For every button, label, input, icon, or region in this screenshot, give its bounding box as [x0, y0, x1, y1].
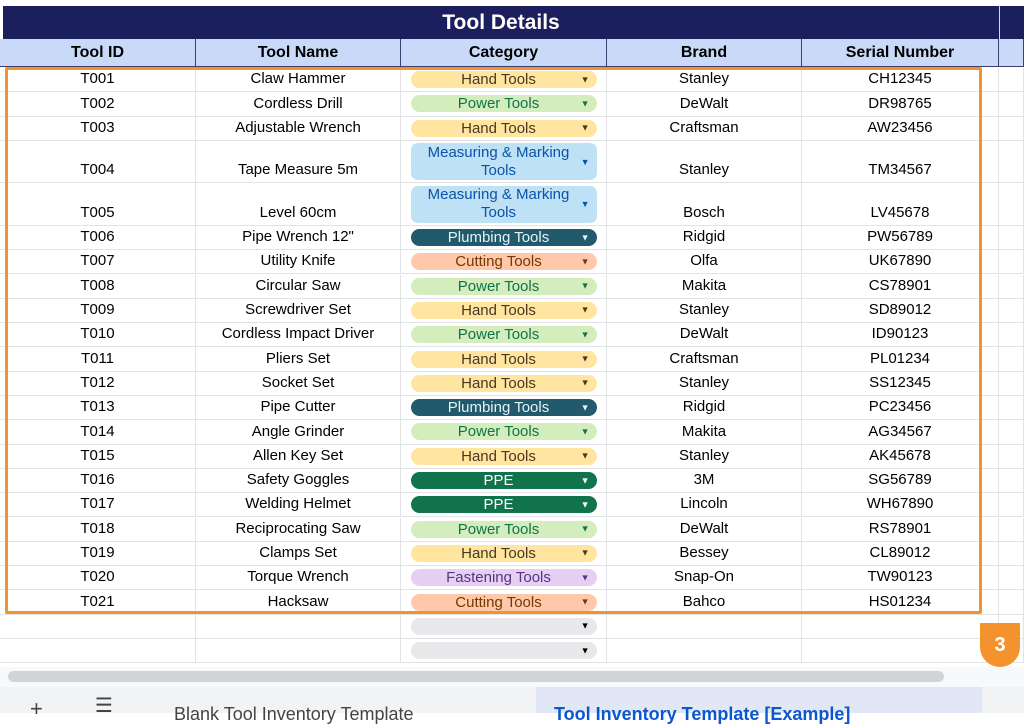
- chevron-down-icon[interactable]: ▼: [580, 377, 590, 388]
- serial-number-cell[interactable]: [802, 639, 999, 663]
- category-label: Power Tools: [457, 95, 540, 113]
- extra-column-cell[interactable]: [999, 275, 1024, 299]
- header-tool-name: Tool Name: [196, 39, 401, 67]
- chevron-down-icon[interactable]: ▼: [580, 499, 590, 510]
- serial-number-cell[interactable]: UK67890: [802, 250, 999, 274]
- plus-icon[interactable]: +: [30, 696, 43, 721]
- tool-id-cell[interactable]: [0, 615, 196, 639]
- extra-column-cell[interactable]: [999, 396, 1024, 420]
- serial-number-cell[interactable]: CH12345: [802, 68, 999, 92]
- brand-cell[interactable]: Ridgid: [607, 396, 802, 420]
- tool-id-cell[interactable]: T011: [0, 347, 196, 371]
- category-label: Plumbing Tools: [447, 399, 550, 417]
- tool-id-cell[interactable]: T005: [0, 183, 196, 226]
- tool-name-cell[interactable]: Claw Hammer: [196, 68, 401, 92]
- tool-name-cell[interactable]: Welding Helmet: [196, 493, 401, 517]
- extra-column-cell[interactable]: [999, 299, 1024, 323]
- extra-column-cell[interactable]: [999, 323, 1024, 347]
- tool-id-cell[interactable]: T016: [0, 469, 196, 493]
- tool-id-cell[interactable]: T020: [0, 566, 196, 590]
- chevron-down-icon[interactable]: ▼: [580, 156, 590, 167]
- category-label: Measuring & Marking Tools: [427, 143, 570, 179]
- extra-column-cell[interactable]: [999, 590, 1024, 614]
- tool-id-cell[interactable]: T007: [0, 250, 196, 274]
- brand-cell[interactable]: Stanley: [607, 372, 802, 396]
- tool-name-cell[interactable]: Pipe Wrench 12": [196, 226, 401, 250]
- serial-number-cell[interactable]: TM34567: [802, 141, 999, 184]
- tool-id-cell[interactable]: T006: [0, 226, 196, 250]
- tool-name-cell[interactable]: Torque Wrench: [196, 566, 401, 590]
- brand-cell[interactable]: Lincoln: [607, 493, 802, 517]
- column-header-row: [0, 39, 1024, 67]
- horizontal-scrollbar-thumb[interactable]: [8, 671, 944, 682]
- tool-name-cell[interactable]: Clamps Set: [196, 542, 401, 566]
- callout-badge: 3: [980, 623, 1020, 667]
- extra-column-cell[interactable]: [999, 420, 1024, 444]
- tool-name-cell[interactable]: Circular Saw: [196, 275, 401, 299]
- brand-cell[interactable]: Craftsman: [607, 117, 802, 141]
- header-serial-number: Serial Number: [802, 39, 999, 67]
- tool-id-cell[interactable]: T013: [0, 396, 196, 420]
- tool-id-cell[interactable]: [0, 639, 196, 663]
- extra-column-cell[interactable]: [999, 493, 1024, 517]
- serial-number-cell[interactable]: ID90123: [802, 323, 999, 347]
- sheet-tab-bar: [0, 687, 1024, 724]
- category-cell[interactable]: [401, 615, 607, 639]
- category-label: Hand Tools: [461, 544, 536, 562]
- chevron-down-icon[interactable]: ▼: [580, 596, 590, 607]
- chevron-down-icon[interactable]: ▼: [580, 523, 590, 534]
- extra-column-cell[interactable]: [999, 183, 1024, 226]
- category-label: Hand Tools: [461, 301, 536, 319]
- chevron-down-icon[interactable]: ▼: [580, 329, 590, 340]
- selection-highlight: [5, 67, 982, 614]
- category-cell[interactable]: [401, 639, 607, 663]
- chevron-down-icon[interactable]: ▼: [580, 232, 590, 243]
- serial-number-cell[interactable]: AG34567: [802, 420, 999, 444]
- serial-number-cell[interactable]: CL89012: [802, 542, 999, 566]
- category-label: Fastening Tools: [446, 569, 551, 587]
- category-label: Hand Tools: [461, 374, 536, 392]
- tool-id-cell[interactable]: T001: [0, 68, 196, 92]
- tool-name-cell[interactable]: Pipe Cutter: [196, 396, 401, 420]
- tool-id-cell[interactable]: T019: [0, 542, 196, 566]
- sheet-title: Tool Details: [3, 6, 999, 39]
- brand-cell[interactable]: Stanley: [607, 68, 802, 92]
- tool-name-cell[interactable]: Level 60cm: [196, 183, 401, 226]
- extra-column-cell[interactable]: [999, 117, 1024, 141]
- chevron-down-icon[interactable]: ▼: [580, 450, 590, 461]
- brand-cell[interactable]: Stanley: [607, 445, 802, 469]
- tool-id-cell[interactable]: T004: [0, 141, 196, 184]
- serial-number-cell[interactable]: SG56789: [802, 469, 999, 493]
- category-label: PPE: [483, 472, 514, 490]
- category-label: Power Tools: [457, 277, 540, 295]
- category-label: PPE: [483, 496, 514, 514]
- tab-example-template[interactable]: Tool Inventory Template [Example]: [536, 687, 982, 713]
- serial-number-cell[interactable]: LV45678: [802, 183, 999, 226]
- chevron-down-icon[interactable]: ▼: [580, 304, 590, 315]
- brand-cell[interactable]: Olfa: [607, 250, 802, 274]
- category-label: Power Tools: [457, 520, 540, 538]
- category-label: Hand Tools: [461, 350, 536, 368]
- tool-name-cell[interactable]: Angle Grinder: [196, 420, 401, 444]
- chevron-down-icon[interactable]: ▼: [580, 122, 590, 133]
- extra-column-cell[interactable]: [999, 372, 1024, 396]
- tool-name-cell[interactable]: Socket Set: [196, 372, 401, 396]
- extra-column-cell[interactable]: [999, 92, 1024, 116]
- chevron-down-icon[interactable]: ▼: [580, 547, 590, 558]
- tool-id-cell[interactable]: T002: [0, 92, 196, 116]
- tool-id-cell[interactable]: T003: [0, 117, 196, 141]
- brand-cell[interactable]: Ridgid: [607, 226, 802, 250]
- chevron-down-icon[interactable]: ▼: [580, 620, 590, 631]
- brand-cell[interactable]: DeWalt: [607, 92, 802, 116]
- brand-cell[interactable]: Stanley: [607, 141, 802, 184]
- brand-cell[interactable]: Makita: [607, 275, 802, 299]
- extra-column-cell[interactable]: [999, 542, 1024, 566]
- empty-table-row: [0, 615, 1024, 639]
- serial-number-cell[interactable]: [802, 615, 999, 639]
- tool-name-cell[interactable]: [196, 615, 401, 639]
- category-label: Power Tools: [457, 326, 540, 344]
- tool-name-cell[interactable]: Adjustable Wrench: [196, 117, 401, 141]
- serial-number-cell[interactable]: DR98765: [802, 92, 999, 116]
- brand-cell[interactable]: [607, 615, 802, 639]
- brand-cell[interactable]: Bahco: [607, 590, 802, 614]
- brand-cell[interactable]: Stanley: [607, 299, 802, 323]
- extra-column-cell[interactable]: [999, 226, 1024, 250]
- tool-id-cell[interactable]: T014: [0, 420, 196, 444]
- tab-blank-template[interactable]: Blank Tool Inventory Template: [174, 704, 414, 724]
- extra-column-cell[interactable]: [999, 469, 1024, 493]
- header-brand: Brand: [607, 39, 802, 67]
- brand-cell[interactable]: DeWalt: [607, 323, 802, 347]
- chevron-down-icon[interactable]: ▼: [580, 475, 590, 486]
- extra-column-cell[interactable]: [999, 347, 1024, 371]
- tool-name-cell[interactable]: Screwdriver Set: [196, 299, 401, 323]
- category-label: Cutting Tools: [455, 253, 542, 271]
- extra-column-cell[interactable]: [999, 141, 1024, 184]
- chevron-down-icon[interactable]: ▼: [580, 256, 590, 267]
- brand-cell[interactable]: Bosch: [607, 183, 802, 226]
- category-label: Measuring & Marking Tools: [427, 186, 570, 222]
- tool-id-cell[interactable]: T010: [0, 323, 196, 347]
- extra-column-cell[interactable]: [999, 566, 1024, 590]
- serial-number-cell[interactable]: PL01234: [802, 347, 999, 371]
- menu-icon[interactable]: ☰: [95, 695, 113, 717]
- category-label: Hand Tools: [461, 447, 536, 465]
- brand-cell[interactable]: Makita: [607, 420, 802, 444]
- serial-number-cell[interactable]: PC23456: [802, 396, 999, 420]
- header-tool-id: Tool ID: [0, 39, 196, 67]
- serial-number-cell[interactable]: AW23456: [802, 117, 999, 141]
- serial-number-cell[interactable]: CS78901: [802, 275, 999, 299]
- tool-name-cell[interactable]: [196, 639, 401, 663]
- serial-number-cell[interactable]: AK45678: [802, 445, 999, 469]
- tool-name-cell[interactable]: Hacksaw: [196, 590, 401, 614]
- extra-column-cell[interactable]: [999, 445, 1024, 469]
- tool-name-cell[interactable]: Reciprocating Saw: [196, 518, 401, 542]
- tool-id-cell[interactable]: T021: [0, 590, 196, 614]
- title-bar-extension: [999, 6, 1024, 39]
- chevron-down-icon[interactable]: ▼: [580, 199, 590, 210]
- category-label: Hand Tools: [461, 71, 536, 89]
- serial-number-cell[interactable]: PW56789: [802, 226, 999, 250]
- tool-name-cell[interactable]: Utility Knife: [196, 250, 401, 274]
- tool-name-cell[interactable]: Pliers Set: [196, 347, 401, 371]
- chevron-down-icon[interactable]: ▼: [580, 645, 590, 656]
- brand-cell[interactable]: Craftsman: [607, 347, 802, 371]
- extra-column-cell[interactable]: [999, 518, 1024, 542]
- chevron-down-icon[interactable]: ▼: [580, 402, 590, 413]
- tool-name-cell[interactable]: Allen Key Set: [196, 445, 401, 469]
- serial-number-cell[interactable]: WH67890: [802, 493, 999, 517]
- chevron-down-icon[interactable]: ▼: [580, 280, 590, 291]
- tool-name-cell[interactable]: Tape Measure 5m: [196, 141, 401, 184]
- category-label: Plumbing Tools: [447, 229, 550, 247]
- header-category: Category: [401, 39, 607, 67]
- extra-column-cell[interactable]: [999, 250, 1024, 274]
- tool-name-cell[interactable]: Safety Goggles: [196, 469, 401, 493]
- tool-id-cell[interactable]: T015: [0, 445, 196, 469]
- category-dropdown-chip[interactable]: [411, 618, 597, 635]
- category-label: Hand Tools: [461, 119, 536, 137]
- empty-table-row: [0, 639, 1024, 663]
- tool-id-cell[interactable]: T012: [0, 372, 196, 396]
- tool-id-cell[interactable]: T018: [0, 518, 196, 542]
- serial-number-cell[interactable]: HS01234: [802, 590, 999, 614]
- serial-number-cell[interactable]: TW90123: [802, 566, 999, 590]
- chevron-down-icon[interactable]: ▼: [580, 572, 590, 583]
- serial-number-cell[interactable]: SD89012: [802, 299, 999, 323]
- category-dropdown-chip[interactable]: [411, 642, 597, 659]
- chevron-down-icon[interactable]: ▼: [580, 98, 590, 109]
- tool-id-cell[interactable]: T009: [0, 299, 196, 323]
- tool-name-cell[interactable]: Cordless Impact Driver: [196, 323, 401, 347]
- tool-id-cell[interactable]: T008: [0, 275, 196, 299]
- brand-cell[interactable]: DeWalt: [607, 518, 802, 542]
- brand-cell[interactable]: 3M: [607, 469, 802, 493]
- category-label: Power Tools: [457, 423, 540, 441]
- brand-cell[interactable]: [607, 639, 802, 663]
- brand-cell[interactable]: Snap-On: [607, 566, 802, 590]
- serial-number-cell[interactable]: SS12345: [802, 372, 999, 396]
- category-label: Cutting Tools: [455, 593, 542, 611]
- header-extra-column: [999, 39, 1024, 67]
- chevron-down-icon[interactable]: ▼: [580, 74, 590, 85]
- tool-id-cell[interactable]: T017: [0, 493, 196, 517]
- chevron-down-icon[interactable]: ▼: [580, 353, 590, 364]
- chevron-down-icon[interactable]: ▼: [580, 426, 590, 437]
- extra-column-cell[interactable]: [999, 68, 1024, 92]
- brand-cell[interactable]: Bessey: [607, 542, 802, 566]
- tool-name-cell[interactable]: Cordless Drill: [196, 92, 401, 116]
- serial-number-cell[interactable]: RS78901: [802, 518, 999, 542]
